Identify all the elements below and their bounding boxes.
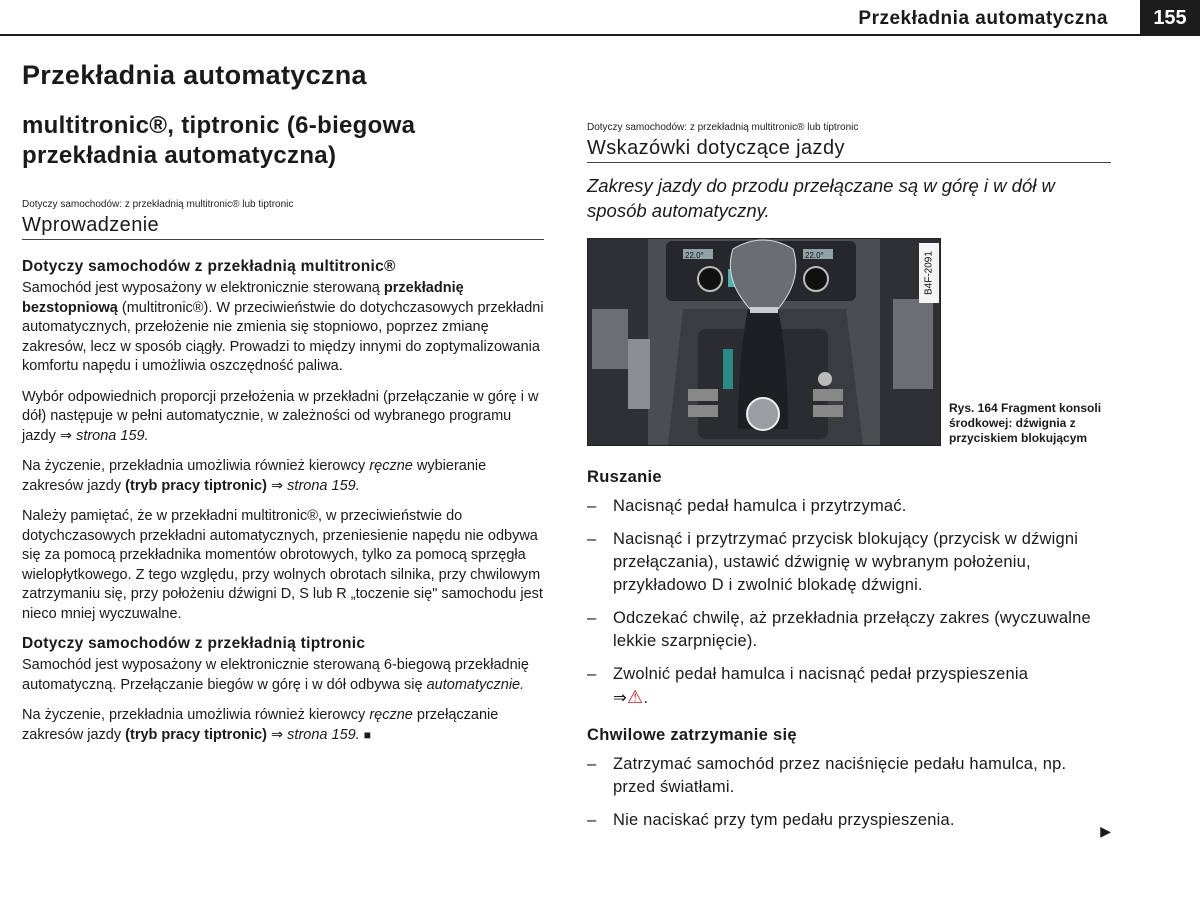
intro-text: Zakresy jazdy do przodu przełączane są w górę i w dół w sposób automatyczny. (587, 175, 1055, 221)
console-illustration (588, 239, 940, 445)
figure-row (587, 238, 1111, 446)
end-of-section-mark: ■ (363, 727, 372, 742)
heading-temporary-stop: Chwilowe zatrzymanie się (587, 726, 797, 744)
warning-icon[interactable]: ⚠ (627, 687, 644, 707)
paragraph-2: Wybór odpowiednich proporcji przełożenia w przekładni (przełączanie w górę i w dół) następuje w pełni automatycznie, w zależności od wybranego programu jazdy ⇒ strona 159. (22, 388, 539, 444)
temp-left: 22.0° (685, 251, 704, 260)
stop-steps (587, 753, 1111, 832)
left-column (22, 60, 544, 756)
continue-arrow-icon: ▶ (1100, 823, 1111, 839)
temp-right: 22.0° (805, 251, 824, 260)
page-subtitle: multitronic®, tiptronic (6-biegowa przekładnia automatyczna) (22, 112, 416, 169)
figure-code: B4F-2091 (919, 243, 939, 303)
figure-caption: Rys. 164 Fragment konsoli środkowej: dźwignia z przyciskiem blokującym (949, 401, 1102, 445)
list-item: – Odczekać chwilę, aż przekładnia przełączy zakres (wyczuwalne lekkie szarpnięcie). (587, 607, 1111, 653)
section-title-driving-tips: Wskazówki dotyczące jazdy (587, 137, 1111, 163)
running-title: Przekładnia automatyczna (858, 8, 1108, 29)
page-reference[interactable]: strona 159. (287, 726, 360, 743)
paragraph-5: Samochód jest wyposażony w elektronicznie sterowaną 6-biegową przekładnię automatyczną. Przełączanie biegów w górę i w dół odbywa się automatycznie. (22, 657, 529, 693)
list-item: – Nie naciskać przy tym pedału przyspieszenia. (587, 809, 1111, 832)
list-item: – Zwolnić pedał hamulca i nacisnąć pedał przyspieszenia ⇒⚠. (587, 663, 1111, 710)
list-item: – Zatrzymać samochód przez naciśnięcie pedału hamulca, np. przed światłami. (587, 753, 1111, 799)
gear-lever-photo (587, 238, 941, 446)
starting-steps (587, 495, 1111, 710)
page-title: Przekładnia automatyczna (22, 60, 367, 90)
page-reference[interactable]: strona 159. (76, 427, 149, 444)
paragraph-6: Na życzenie, przekładnia umożliwia również kierowcy ręczne przełączanie zakresów jazdy (tryb pracy tiptronic) ⇒ strona 159. ■ (22, 707, 499, 743)
paragraph-3: Na życzenie, przekładnia umożliwia również kierowcy ręczne wybieranie zakresów jazdy (tryb pracy tiptronic) ⇒ strona 159. (22, 458, 487, 494)
paragraph-4: Należy pamiętać, że w przekładni multitronic®, w przeciwieństwie do dotychczasowych przekładni automatycznych, przeniesienie napędu nie odbywa się za pomocą przekładnika momentów obrotowych, tylko za pomocą sprzęgła wielopłytkowego. Z tego względu, przy wolnych obrotach silnika, przy chwilowym zatrzymaniu się, przy położeniu dźwigni D, S lub R „toczenie się" samochodu jest nieco mniej wyczuwalne. (22, 508, 543, 622)
page-reference[interactable]: strona 159. (287, 477, 360, 494)
header-rule (0, 34, 1150, 36)
paragraph-1: Samochód jest wyposażony w elektronicznie sterowaną przekładnię bezstopniową (multitronic®). W przeciwieństwie do dotychczasowych przekładni automatycznych, przełożenie nie zmienia się stopniowo, poprzez zmianę zakresów, lecz w sposób ciągły. Prowadzi to między innymi do zoptymalizowania komfortu napędu i umożliwia oszczędność paliwa. (22, 280, 544, 374)
page-number: 155 (1140, 0, 1200, 36)
applies-note: Dotyczy samochodów: z przekładnią multitronic® lub tiptronic (587, 122, 859, 133)
section-title-introduction: Wprowadzenie (22, 214, 544, 240)
heading-starting: Ruszanie (587, 468, 662, 486)
right-column (587, 122, 1111, 848)
arrow-ref: ⇒ (613, 689, 628, 707)
subheading-tiptronic: Dotyczy samochodów z przekładnią tiptronic (22, 635, 366, 652)
subheading-multitronic: Dotyczy samochodów z przekładnią multitronic® (22, 258, 396, 275)
list-item: – Nacisnąć pedał hamulca i przytrzymać. (587, 495, 1111, 518)
list-item: – Nacisnąć i przytrzymać przycisk blokujący (przycisk w dźwigni przełączania), ustawić dźwignię w wybranym położeniu, przykładowo D i zwolnić blokadę dźwigni. (587, 528, 1111, 597)
applies-note: Dotyczy samochodów: z przekładnią multitronic® lub tiptronic (22, 199, 294, 210)
